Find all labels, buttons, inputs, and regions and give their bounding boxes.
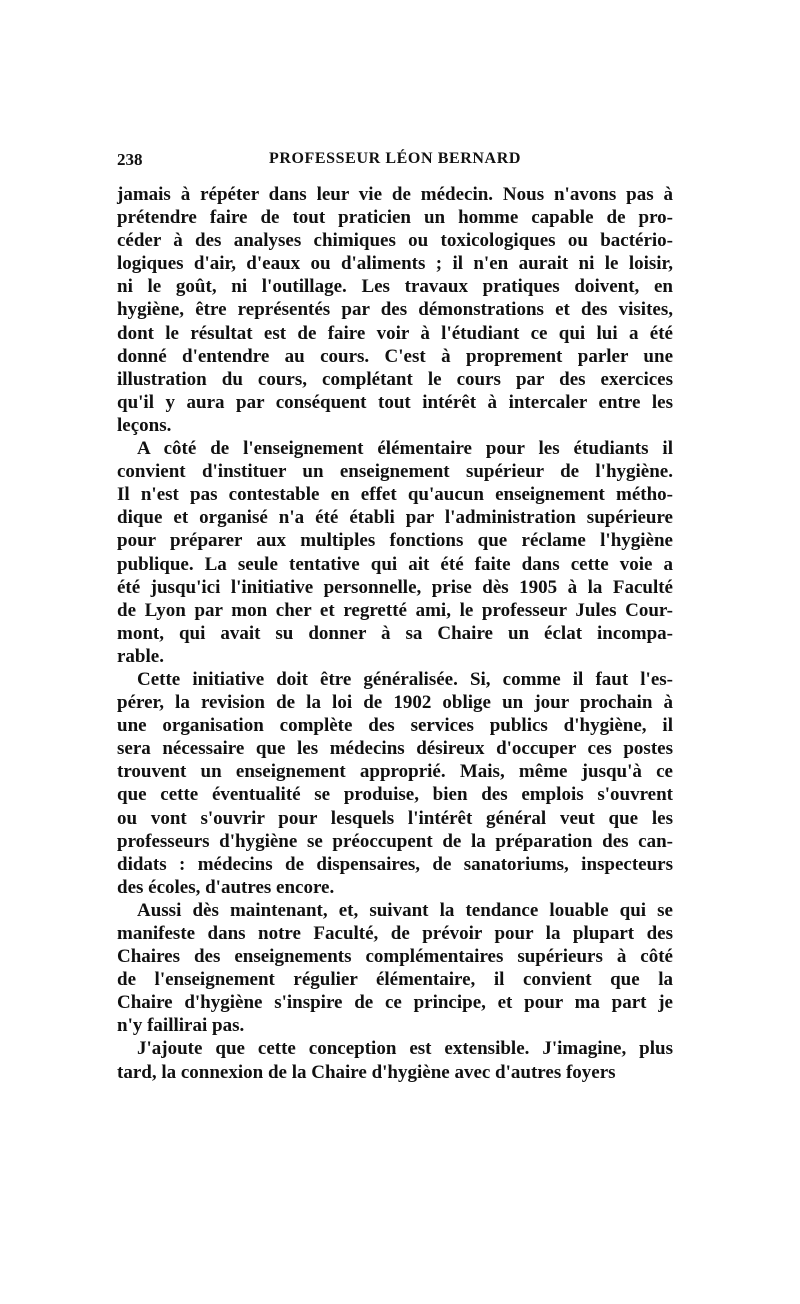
text-line: mont, qui avait su donner à sa Chaire un éclat incompa- (117, 622, 673, 644)
text-line: une organisation complète des services publics d'hygiène, il (117, 715, 673, 737)
paragraph (117, 899, 673, 1038)
text-line: ni le goût, ni l'outillage. Les travaux pratiques doivent, en (117, 276, 673, 298)
paragraph (117, 1037, 673, 1083)
text-line: hygiène, être représentés par des démonstrations et des visites, (117, 299, 673, 321)
page-number: 238 (117, 150, 143, 169)
text-line: professeurs d'hygiène se préoccupent de la préparation des can- (117, 830, 673, 852)
text-line: de Lyon par mon cher et regretté ami, le professeur Jules Cour- (117, 599, 673, 621)
text-line: de l'enseignement régulier élémentaire, il convient que la (117, 969, 673, 991)
text-line: que cette éventualité se produise, bien des emplois s'ouvrent (117, 784, 673, 806)
text-line: pour préparer aux multiples fonctions que réclame l'hygiène (117, 530, 673, 552)
paragraph (117, 668, 673, 899)
text-line: trouvent un enseignement approprié. Mais, même jusqu'à ce (117, 761, 673, 783)
text-line: manifeste dans notre Faculté, de prévoir pour la plupart des (117, 923, 673, 944)
text-line: leçons. (117, 414, 172, 436)
text-line: publique. La seule tentative qui ait été faite dans cette voie a (117, 553, 673, 575)
text-line: n'y faillirai pas. (117, 1015, 245, 1037)
text-line: pérer, la revision de la loi de 1902 oblige un jour prochain à (117, 692, 673, 714)
text-line: A côté de l'enseignement élémentaire pour les étudiants il (137, 438, 673, 460)
page-header (117, 150, 673, 176)
paragraph (117, 437, 673, 668)
text-line: tard, la connexion de la Chaire d'hygiène avec d'autres foyers (117, 1061, 616, 1083)
text-line: Il n'est pas contestable en effet qu'aucun enseignement métho- (117, 484, 673, 506)
text-line: illustration du cours, complétant le cours par des exercices (117, 368, 673, 390)
text-line: prétendre faire de tout praticien un homme capable de pro- (117, 207, 673, 229)
text-line: dont le résultat est de faire voir à l'étudiant ce qui lui a été (117, 322, 673, 344)
paragraph (117, 183, 673, 437)
text-line: ou vont s'ouvrir pour lesquels l'intérêt général veut que les (117, 807, 673, 829)
text-line: sera nécessaire que les médecins désireux d'occuper ces postes (117, 738, 673, 760)
text-line: didats : médecins de dispensaires, de sanatoriums, inspecteurs (117, 853, 673, 875)
text-line: logiques d'air, d'eaux ou d'aliments ; il n'en aurait ni le loisir, (117, 253, 673, 275)
text-line: rable. (117, 645, 164, 667)
text-line: été jusqu'ici l'initiative personnelle, prise dès 1905 à la Faculté (117, 576, 673, 598)
text-line: Chaires des enseignements complémentaires supérieurs à côté (117, 946, 673, 968)
text-line: jamais à répéter dans leur vie de médecin. Nous n'avons pas à (117, 184, 673, 205)
text-line: J'ajoute que cette conception est extensible. J'imagine, plus (137, 1038, 673, 1060)
text-line: céder à des analyses chimiques ou toxicologiques ou bactério- (117, 230, 673, 252)
text-line: Cette initiative doit être généralisée. Si, comme il faut l'es- (137, 668, 673, 690)
body-text (117, 183, 673, 1084)
text-line: convient d'instituer un enseignement supérieur de l'hygiène. (117, 461, 673, 483)
text-line: Aussi dès maintenant, et, suivant la tendance louable qui se (137, 899, 673, 921)
text-line: des écoles, d'autres encore. (117, 876, 335, 898)
text-line: dique et organisé n'a été établi par l'administration supérieure (117, 507, 673, 529)
text-line: qu'il y aura par conséquent tout intérêt à intercaler entre les (117, 391, 673, 413)
running-title: PROFESSEUR LÉON BERNARD (268, 150, 522, 167)
text-line: Chaire d'hygiène s'inspire de ce principe, et pour ma part je (117, 992, 673, 1014)
text-line: donné d'entendre au cours. C'est à proprement parler une (117, 345, 673, 367)
